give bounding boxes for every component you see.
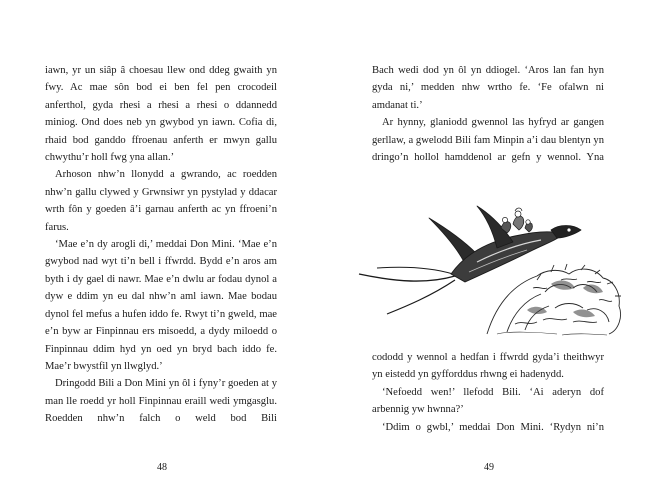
swallow-bird <box>359 206 581 314</box>
paragraph: Ar hynny, glaniodd gwennol las hyfryd ar gangen gerllaw, a gwelodd Bili fam Minpin a’i dau blentyn yn dringo’n hollol hamddenol ar gefn y wennol. Yna <box>372 117 604 164</box>
paragraph: ‘Nefoedd wen!’ llefodd Bili. ‘Ai aderyn dof arbennig yw hwnna?’ <box>372 386 604 416</box>
paragraph: cododd y wennol a hedfan i ffwrdd gyda’i theithwyr yn eistedd yn gyfforddus rhwng ei hadenydd. <box>372 352 604 381</box>
bush-shading <box>527 281 603 318</box>
paragraph: ‘Ddim o gwbl,’ meddai Don Mini. ‘Rydyn ni’n <box>382 421 604 433</box>
paragraph: Bach wedi dod yn ôl yn ddiogel. ‘Aros lan fan hyn gyda ni,’ medden nhw wrtho fe. ‘Fe ofalwn ni amdanat ti.’ <box>372 65 604 111</box>
page-number: 48 <box>157 462 167 473</box>
right-page-text-bottom <box>372 349 604 453</box>
bush-drawing <box>487 264 621 335</box>
swallow-illustration <box>337 184 627 344</box>
page-number: 49 <box>484 462 494 473</box>
right-page <box>325 0 650 499</box>
paragraph: ‘Mae e’n dy arogli di,’ meddai Don Mini. ‘Mae e’n gwybod nad wyt ti’n bell i ffwrdd. Bydd e’n aros am byth i dy gael di nawr. Mae e’n dwlu ar fodau dynol a dyw e ddim yn eu dal nhw’n aml iawn. Mae bodau dynol fel mefus a hufen iddo fe. Rwyt ti’n gweld, mae e’n byw ar Finpinnau ers misoedd, a dydy miloedd o Finpinnau ddim hyd yn oed yn bryd bach iddo fe. Mae’r bwystfil yn llwglyd.’ <box>45 239 277 372</box>
paragraph: Dringodd Bili a Don Mini yn ôl i fyny’r goeden at y man lle roedd yr holl Finpinnau eraill wedi ymgasglu. Roedden nhw’n falch o weld bod Bili <box>45 378 277 425</box>
paragraph: Arhoson nhw’n llonydd a gwrando, ac roedden nhw’n gallu clywed y Grwnsiwr yn pystylad y ddacar wrth fôn y goeden â’i garnau anferth ac yn ffroeni’n farus. <box>45 169 277 233</box>
minpin-riders <box>501 208 532 233</box>
right-page-text-top <box>372 62 604 184</box>
left-page-text <box>45 62 277 445</box>
paragraph: iawn, yr un siâp â choesau llew ond ddeg gwaith yn fwy. Ac mae sôn bod ei ben fel pen crocodeil anferthol, gyda rhesi a rhesi a rhesi o ddannedd miniog. Ond does neb yn gwybod yn iawn. Cofia di, rhaid bod ganddo ffroenau anferth er mwyn gallu chwythu’r holl fwg yna allan.’ <box>45 65 277 164</box>
